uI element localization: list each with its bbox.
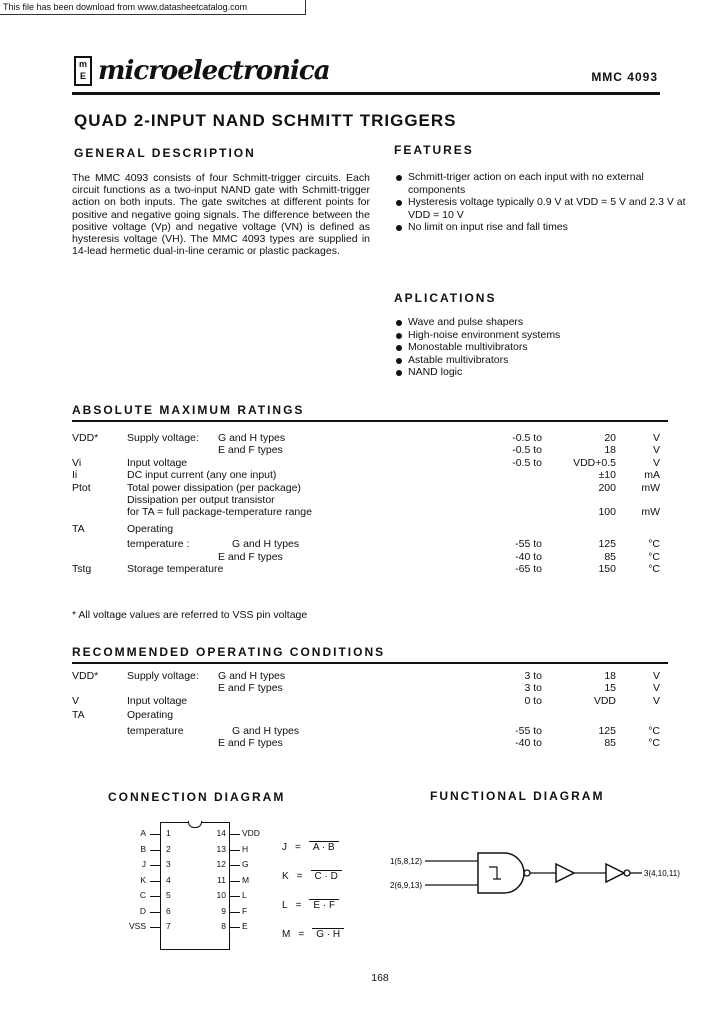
cell-max: 125 <box>598 538 616 551</box>
cell-min: -40 to <box>515 737 542 749</box>
cell-param: Operating <box>127 709 174 722</box>
logo-mark: m E <box>78 59 87 81</box>
list-item: Monostable multivibrators <box>394 341 694 354</box>
cell-unit: V <box>652 682 660 695</box>
equation-expression: A · B <box>309 841 339 853</box>
cell-sym: Tstg <box>72 563 92 575</box>
cell-unit: °C <box>648 550 660 563</box>
cell-unit: V <box>652 670 660 682</box>
cell-max: 200 <box>598 481 616 494</box>
pin-lead <box>150 896 160 897</box>
cell-param: DC input current (any one input) <box>127 469 277 482</box>
list-item: Wave and pulse shapers <box>394 316 694 329</box>
cell-unit: V <box>652 694 660 707</box>
cell-param: Dissipation per output transistor <box>127 494 275 506</box>
equals-sign: = <box>298 929 305 940</box>
cell-sym: V <box>72 694 80 707</box>
cell-cond: G and H types <box>218 432 286 444</box>
pin-lead <box>230 850 240 851</box>
cell-max: 85 <box>604 737 616 749</box>
cell-max: 125 <box>598 724 616 737</box>
functional-diagram-heading: FUNCTIONAL DIAGRAM <box>430 789 605 803</box>
pin-number: 6 <box>166 905 171 916</box>
cell-cond: G and H types <box>232 724 300 737</box>
pin-signal: K <box>140 874 146 885</box>
cell-max: 15 <box>604 682 616 695</box>
recommended-heading: RECOMMENDED OPERATING CONDITIONS <box>72 645 386 659</box>
absolute-max-heading: ABSOLUTE MAXIMUM RATINGS <box>72 403 305 417</box>
pin-lead <box>230 896 240 897</box>
download-notice: This file has been download from www.datasheetcatalog.com <box>0 0 306 15</box>
equation-output: J <box>282 842 287 853</box>
section-rule <box>72 662 668 664</box>
pin-lead <box>230 865 240 866</box>
header-rule <box>72 92 660 95</box>
cell-min: 3 to <box>524 670 542 682</box>
equation-expression: C · D <box>311 870 342 882</box>
pin-lead <box>230 834 240 835</box>
general-description-heading: GENERAL DESCRIPTION <box>74 146 256 160</box>
cell-max: 18 <box>604 444 616 457</box>
pin-lead <box>150 912 160 913</box>
nand-gate-icon <box>478 853 524 893</box>
pin-signal: M <box>242 874 250 885</box>
cell-min: -65 to <box>515 563 542 575</box>
cell-min: -0.5 to <box>512 432 542 444</box>
pin-number: 3 <box>166 859 171 869</box>
cell-param: for TA = full package-temperature range <box>127 506 312 519</box>
section-rule <box>72 420 668 422</box>
pin-lead <box>150 865 160 866</box>
logic-equation <box>282 842 339 853</box>
cell-unit: V <box>652 432 660 444</box>
cell-unit: °C <box>648 737 660 749</box>
cell-cond: G and H types <box>218 670 286 682</box>
list-item: Schmitt-triger action on each input with no external components <box>394 171 694 196</box>
cell-max: 20 <box>604 432 616 444</box>
pin-signal: F <box>242 905 248 916</box>
cell-cond: G and H types <box>232 538 300 551</box>
brand-logo-icon <box>74 56 92 86</box>
cell-sym: VDD* <box>72 670 99 682</box>
equation-expression: E · F <box>309 899 339 911</box>
applications-list <box>394 316 694 379</box>
pin-lead <box>150 881 160 882</box>
pin-signal: L <box>242 890 247 900</box>
cell-min: -0.5 to <box>512 444 542 457</box>
cell-param: Supply voltage: <box>127 432 199 444</box>
cell-sym: Ptot <box>72 481 91 494</box>
cell-unit: mW <box>641 506 660 519</box>
buffer-icon <box>556 864 574 882</box>
pin-signal: C <box>139 890 146 900</box>
logic-equation <box>282 871 342 882</box>
pin-signal: J <box>141 859 146 869</box>
pin-signal: D <box>139 905 146 916</box>
equation-output: M <box>282 929 291 940</box>
cell-param: Operating <box>127 522 174 535</box>
logic-equation <box>282 900 339 911</box>
pin-signal: H <box>242 843 249 854</box>
cell-min: -55 to <box>515 724 542 737</box>
cell-cond: E and F types <box>218 444 283 457</box>
pin-signal: E <box>242 921 248 931</box>
cell-param: temperature <box>127 724 184 737</box>
pin-number: 14 <box>216 828 226 838</box>
cell-sym: Vi <box>72 456 82 469</box>
list-item: High-noise environment systems <box>394 329 694 342</box>
pin-signal: VSS <box>128 921 146 931</box>
pin-number: 5 <box>166 890 171 900</box>
cell-sym: TA <box>72 522 85 535</box>
cell-sym: VDD* <box>72 432 99 444</box>
equation-expression: G · H <box>312 928 344 940</box>
pin-number: 7 <box>166 921 171 931</box>
pin-signal: G <box>242 859 249 869</box>
cell-param: Storage temperature <box>127 563 224 575</box>
cell-param: Supply voltage: <box>127 670 199 682</box>
pin-number: 4 <box>166 874 171 885</box>
cell-unit: V <box>652 444 660 457</box>
connection-diagram-heading: CONNECTION DIAGRAM <box>108 790 286 804</box>
cell-min: -55 to <box>515 538 542 551</box>
cell-param: Total power dissipation (per package) <box>127 481 301 494</box>
cell-unit: °C <box>648 563 660 575</box>
pin-signal: B <box>140 843 146 854</box>
pin-lead <box>150 834 160 835</box>
part-number: MMC 4093 <box>591 70 658 84</box>
cell-unit: °C <box>648 538 660 551</box>
notch-icon <box>188 821 202 828</box>
pin-signal: VDD <box>242 828 260 838</box>
cell-unit: °C <box>648 724 660 737</box>
inverter-icon <box>606 864 624 882</box>
page-number: 168 <box>371 972 389 984</box>
cell-param: Input voltage <box>127 694 188 707</box>
list-item: No limit on input rise and fall times <box>394 221 694 234</box>
cell-unit: mW <box>641 481 660 494</box>
cell-sym: Ii <box>72 469 78 482</box>
pin-number: 11 <box>217 874 226 885</box>
pin-lead <box>230 881 240 882</box>
pin-number: 8 <box>221 921 226 931</box>
inversion-bubble-icon <box>524 870 530 876</box>
cell-cond: E and F types <box>218 737 283 749</box>
features-heading: FEATURES <box>394 143 474 157</box>
cell-max: 150 <box>598 563 616 575</box>
equals-sign: = <box>295 842 301 853</box>
list-item: NAND logic <box>394 366 694 379</box>
pin-number: 9 <box>221 905 226 916</box>
equation-output: K <box>282 871 289 882</box>
pin-number: 1 <box>166 828 171 838</box>
general-description-text: The MMC 4093 consists of four Schmitt-trigger circuits. Each circuit functions as a two-input NAND gate with Schmitt-trigger action on both inputs. The gate switches at different points for positive and negative going signals. The difference between the positive voltage (Vp) and negative voltage (VN) is defined as hysteresis voltage (VH). The MMC 4093 types are supplied in 14-lead hermetic dual-in-line ceramic or plastic packages. <box>72 172 370 258</box>
cell-min: 3 to <box>524 682 542 695</box>
cell-unit: mA <box>644 469 660 482</box>
pin-lead <box>150 850 160 851</box>
pin-number: 13 <box>216 843 226 854</box>
list-item: Astable multivibrators <box>394 354 694 367</box>
cell-max: 85 <box>604 550 616 563</box>
cell-cond: E and F types <box>218 550 283 563</box>
pin-lead <box>150 927 160 928</box>
equals-sign: = <box>295 900 302 911</box>
pin-number: 2 <box>166 843 171 854</box>
brand-name: microelectronica <box>98 56 330 86</box>
pin-lead <box>230 927 240 928</box>
input-a-label: 1(5,8,12) <box>389 857 422 866</box>
cell-min: 0 to <box>524 694 542 707</box>
cell-max: 100 <box>598 506 616 519</box>
cell-min: -0.5 to <box>512 456 542 469</box>
cell-param: temperature : <box>127 538 190 551</box>
list-item: Hysteresis voltage typically 0.9 V at VDD = 5 V and 2.3 V at VDD = 10 V <box>394 196 694 221</box>
footnote: * All voltage values are referred to VSS pin voltage <box>72 609 308 621</box>
cell-unit: V <box>652 456 660 469</box>
cell-max: ±10 <box>598 469 616 482</box>
functional-diagram <box>370 845 700 905</box>
cell-max: VDD <box>593 694 616 707</box>
pin-number: 12 <box>216 859 226 869</box>
pin-number: 10 <box>216 890 226 900</box>
output-label: 3(4,10,11) <box>644 869 680 878</box>
equals-sign: = <box>296 871 303 882</box>
pin-signal: A <box>140 828 146 838</box>
logic-equation <box>282 929 344 940</box>
cell-cond: E and F types <box>218 682 283 695</box>
page-title: QUAD 2-INPUT NAND SCHMITT TRIGGERS <box>74 111 457 130</box>
cell-sym: TA <box>72 709 85 722</box>
schmitt-symbol-icon <box>489 867 501 879</box>
cell-max: VDD+0.5 <box>573 456 616 469</box>
features-list <box>394 171 694 234</box>
equation-output: L <box>282 900 288 911</box>
cell-min: -40 to <box>515 550 542 563</box>
cell-param: Input voltage <box>127 456 188 469</box>
cell-max: 18 <box>604 670 616 682</box>
applications-heading: APLICATIONS <box>394 291 497 305</box>
pin-lead <box>230 912 240 913</box>
input-b-label: 2(6,9,13) <box>389 881 422 890</box>
